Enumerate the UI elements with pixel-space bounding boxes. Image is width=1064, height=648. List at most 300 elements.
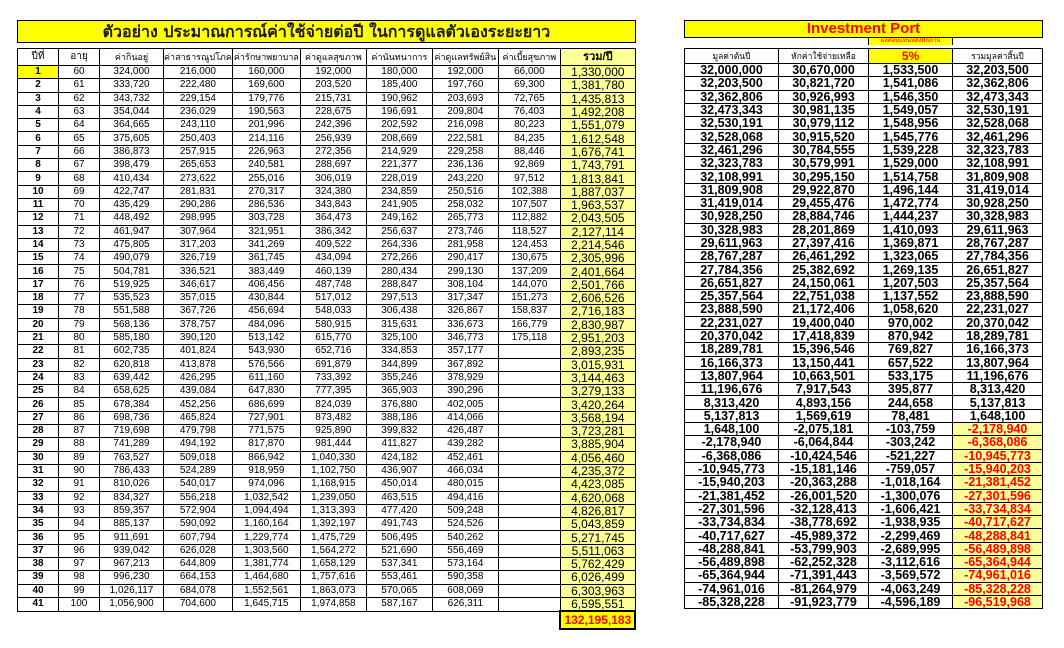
expense-cell: 242,396 bbox=[300, 119, 366, 132]
investment-row bbox=[685, 582, 1043, 595]
expense-cell: 336,673 bbox=[432, 318, 498, 331]
investment-cell: 1,137,552 bbox=[869, 290, 953, 303]
row-total-cell: 4,423,085 bbox=[560, 478, 635, 491]
row-total-cell: 3,420,264 bbox=[560, 398, 635, 411]
expense-cell: 236,136 bbox=[432, 159, 498, 172]
year-cell: 34 bbox=[18, 504, 59, 517]
expense-cell: 281,958 bbox=[432, 238, 498, 251]
expense-row bbox=[18, 531, 636, 544]
expense-cell: 270,317 bbox=[232, 185, 300, 198]
expense-cell: 102,388 bbox=[498, 185, 560, 198]
expense-row bbox=[18, 411, 636, 424]
investment-cell: -6,368,086 bbox=[685, 449, 779, 462]
investment-cell: -48,288,841 bbox=[685, 542, 779, 555]
expense-cell: 94 bbox=[59, 518, 100, 531]
end-value-cell: 1,648,100 bbox=[953, 409, 1043, 422]
expense-cell: 88 bbox=[59, 438, 100, 451]
expense-cell: 733,392 bbox=[300, 371, 366, 384]
expense-cell: 290,286 bbox=[164, 198, 233, 211]
expense-cell: 91 bbox=[59, 478, 100, 491]
investment-cell: -53,799,903 bbox=[779, 542, 869, 555]
investment-cell: 30,784,555 bbox=[779, 143, 869, 156]
expense-cell: 524,289 bbox=[164, 464, 233, 477]
expense-cell: 273,746 bbox=[432, 225, 498, 238]
expense-cell bbox=[498, 544, 560, 557]
investment-cell: 5,137,813 bbox=[685, 409, 779, 422]
row-total-cell: 4,056,460 bbox=[560, 451, 635, 464]
row-total-cell: 2,606,526 bbox=[560, 292, 635, 305]
year-cell: 4 bbox=[18, 105, 59, 118]
investment-cell: 870,942 bbox=[869, 329, 953, 342]
investment-cell: 30,328,983 bbox=[685, 223, 779, 236]
investment-cell: 970,002 bbox=[869, 316, 953, 329]
expense-cell: 258,032 bbox=[432, 198, 498, 211]
expense-cell: 652,716 bbox=[300, 345, 366, 358]
investment-cell: 13,150,441 bbox=[779, 356, 869, 369]
end-value-cell: 8,313,420 bbox=[953, 383, 1043, 396]
expense-cell: 60 bbox=[59, 66, 100, 79]
investment-port-title: Investment Port bbox=[685, 21, 1043, 38]
expense-cell: 1,313,393 bbox=[300, 504, 366, 517]
row-total-cell: 1,435,813 bbox=[560, 92, 635, 105]
expense-row bbox=[18, 159, 636, 172]
row-total-cell: 1,813,841 bbox=[560, 172, 635, 185]
investment-row bbox=[685, 569, 1043, 582]
investment-row bbox=[685, 276, 1043, 289]
expense-row bbox=[18, 358, 636, 371]
expense-cell: 197,760 bbox=[432, 79, 498, 92]
expense-cell: 615,770 bbox=[300, 331, 366, 344]
expense-row bbox=[18, 425, 636, 438]
expense-cell: 918,959 bbox=[232, 464, 300, 477]
year-cell: 36 bbox=[18, 531, 59, 544]
expense-row bbox=[18, 371, 636, 384]
expense-row bbox=[18, 252, 636, 265]
investment-cell: 1,541,086 bbox=[869, 77, 953, 90]
investment-cell: 1,058,620 bbox=[869, 303, 953, 316]
expense-cell: 87 bbox=[59, 425, 100, 438]
investment-row bbox=[685, 117, 1043, 130]
investment-cell: -21,381,452 bbox=[685, 489, 779, 502]
expense-cell: 80 bbox=[59, 331, 100, 344]
year-cell: 7 bbox=[18, 145, 59, 158]
expense-cell: 411,827 bbox=[366, 438, 432, 451]
expense-row bbox=[18, 185, 636, 198]
expense-cell: 452,256 bbox=[164, 398, 233, 411]
expense-cell: 386,342 bbox=[300, 225, 366, 238]
year-cell: 37 bbox=[18, 544, 59, 557]
row-total-cell: 3,885,904 bbox=[560, 438, 635, 451]
investment-cell: 1,269,135 bbox=[869, 263, 953, 276]
expense-cell: 130,675 bbox=[498, 252, 560, 265]
expense-cell: 290,417 bbox=[432, 252, 498, 265]
investment-row bbox=[685, 396, 1043, 409]
expense-cell: 413,878 bbox=[164, 358, 233, 371]
investment-cell: 17,418,839 bbox=[779, 329, 869, 342]
expense-cell: 92,869 bbox=[498, 159, 560, 172]
expense-cell: 556,469 bbox=[432, 544, 498, 557]
expense-cell: 644,809 bbox=[164, 557, 233, 570]
end-value-cell: -15,940,203 bbox=[953, 462, 1043, 475]
expense-cell: 430,844 bbox=[232, 292, 300, 305]
expense-row bbox=[18, 278, 636, 291]
investment-cell: 657,522 bbox=[869, 356, 953, 369]
expense-cell: 484,096 bbox=[232, 318, 300, 331]
expense-cell: 1,464,680 bbox=[232, 571, 300, 584]
expense-cell: 939,042 bbox=[100, 544, 164, 557]
expense-cell: 70 bbox=[59, 198, 100, 211]
header-utilities: ค่าสาธารณูปโภค bbox=[164, 49, 233, 66]
year-cell: 15 bbox=[18, 252, 59, 265]
expense-cell: 190,563 bbox=[232, 105, 300, 118]
expense-cell: 439,084 bbox=[164, 385, 233, 398]
expense-cell: 343,732 bbox=[100, 92, 164, 105]
expense-cell: 354,044 bbox=[100, 105, 164, 118]
expense-cell: 306,019 bbox=[300, 172, 366, 185]
end-value-cell: 11,196,676 bbox=[953, 369, 1043, 382]
expense-row bbox=[18, 105, 636, 118]
investment-cell: 30,821,720 bbox=[779, 77, 869, 90]
end-value-cell: 32,362,806 bbox=[953, 77, 1043, 90]
investment-row bbox=[685, 462, 1043, 475]
year-cell: 39 bbox=[18, 571, 59, 584]
expense-cell bbox=[498, 411, 560, 424]
investment-cell: -74,961,016 bbox=[685, 582, 779, 595]
expense-cell: 590,092 bbox=[164, 518, 233, 531]
expense-cell: 479,798 bbox=[164, 425, 233, 438]
investment-row bbox=[685, 250, 1043, 263]
expense-cell: 74 bbox=[59, 252, 100, 265]
end-value-cell: 26,651,827 bbox=[953, 263, 1043, 276]
investment-row bbox=[685, 64, 1043, 77]
expense-cell: 190,962 bbox=[366, 92, 432, 105]
expense-cell bbox=[498, 464, 560, 477]
expense-cell: 249,162 bbox=[366, 212, 432, 225]
expense-cell: 71 bbox=[59, 212, 100, 225]
expense-cell: 647,830 bbox=[232, 385, 300, 398]
expense-cell: 308,104 bbox=[432, 278, 498, 291]
expense-cell: 460,139 bbox=[300, 265, 366, 278]
row-total-cell: 1,492,208 bbox=[560, 105, 635, 118]
expense-cell: 75 bbox=[59, 265, 100, 278]
expense-cell: 326,867 bbox=[432, 305, 498, 318]
expense-cell: 477,420 bbox=[366, 504, 432, 517]
end-value-cell: -6,368,086 bbox=[953, 436, 1043, 449]
expense-cell: 298,995 bbox=[164, 212, 233, 225]
expense-cell: 463,515 bbox=[366, 491, 432, 504]
end-value-cell: 32,108,991 bbox=[953, 157, 1043, 170]
expense-cell: 216,000 bbox=[164, 66, 233, 79]
expense-cell: 834,327 bbox=[100, 491, 164, 504]
investment-cell: 20,370,042 bbox=[685, 329, 779, 342]
expense-cell: 66 bbox=[59, 145, 100, 158]
investment-cell: 29,611,963 bbox=[685, 236, 779, 249]
expense-cell: 513,142 bbox=[232, 331, 300, 344]
end-value-cell: 22,231,027 bbox=[953, 303, 1043, 316]
investment-cell: 28,201,869 bbox=[779, 223, 869, 236]
investment-cell: -6,064,844 bbox=[779, 436, 869, 449]
expense-cell: 540,262 bbox=[432, 531, 498, 544]
expense-cell bbox=[498, 491, 560, 504]
investment-cell: -4,596,189 bbox=[869, 595, 953, 608]
expense-cell: 741,289 bbox=[100, 438, 164, 451]
expense-cell: 81 bbox=[59, 345, 100, 358]
investment-row bbox=[685, 423, 1043, 436]
investment-cell: -71,391,443 bbox=[779, 569, 869, 582]
expense-cell: 580,915 bbox=[300, 318, 366, 331]
row-total-cell: 1,887,037 bbox=[560, 185, 635, 198]
expense-cell bbox=[498, 345, 560, 358]
expense-cell: 346,773 bbox=[432, 331, 498, 344]
expense-cell: 137,209 bbox=[498, 265, 560, 278]
expense-cell bbox=[498, 571, 560, 584]
end-value-cell: -10,945,773 bbox=[953, 449, 1043, 462]
investment-cell: -1,606,421 bbox=[869, 502, 953, 515]
expense-row bbox=[18, 198, 636, 211]
expense-cell: 69,300 bbox=[498, 79, 560, 92]
investment-cell: 31,809,908 bbox=[685, 183, 779, 196]
row-total-cell: 2,214,546 bbox=[560, 238, 635, 251]
investment-cell: -1,300,076 bbox=[869, 489, 953, 502]
end-value-cell: -96,519,968 bbox=[953, 595, 1043, 608]
expense-row bbox=[18, 438, 636, 451]
expense-cell: 1,229,774 bbox=[232, 531, 300, 544]
row-total-cell: 1,743,791 bbox=[560, 159, 635, 172]
expense-cell: 786,433 bbox=[100, 464, 164, 477]
investment-row bbox=[685, 383, 1043, 396]
expense-cell: 475,805 bbox=[100, 238, 164, 251]
expense-cell: 324,000 bbox=[100, 66, 164, 79]
expense-cell: 333,720 bbox=[100, 79, 164, 92]
expense-cell: 228,675 bbox=[300, 105, 366, 118]
investment-row bbox=[685, 316, 1043, 329]
investment-cell: 26,651,827 bbox=[685, 276, 779, 289]
expense-cell: 272,266 bbox=[366, 252, 432, 265]
expense-cell: 78 bbox=[59, 305, 100, 318]
expense-cell: 771,575 bbox=[232, 425, 300, 438]
investment-row bbox=[685, 236, 1043, 249]
row-total-cell: 6,303,963 bbox=[560, 584, 635, 597]
investment-cell: 30,926,993 bbox=[779, 90, 869, 103]
expense-row bbox=[18, 451, 636, 464]
expense-cell: 1,032,542 bbox=[232, 491, 300, 504]
return-note: ผลตอบแทนหลังหักภาษี bbox=[869, 38, 953, 46]
end-value-cell: 32,473,343 bbox=[953, 90, 1043, 103]
expense-cell: 160,000 bbox=[232, 66, 300, 79]
expense-cell: 96 bbox=[59, 544, 100, 557]
expense-row bbox=[18, 66, 636, 79]
expense-cell: 112,882 bbox=[498, 212, 560, 225]
expense-cell: 1,475,729 bbox=[300, 531, 366, 544]
expense-cell: 367,726 bbox=[164, 305, 233, 318]
expense-cell: 203,520 bbox=[300, 79, 366, 92]
expense-cell: 196,691 bbox=[366, 105, 432, 118]
investment-header-row bbox=[685, 49, 1043, 64]
expense-cell: 414,066 bbox=[432, 411, 498, 424]
investment-cell: -303,242 bbox=[869, 436, 953, 449]
expense-row bbox=[18, 132, 636, 145]
expense-cell: 626,311 bbox=[432, 597, 498, 611]
expense-cell: 524,526 bbox=[432, 518, 498, 531]
header-living: ค่ากินอยู่ bbox=[100, 49, 164, 66]
expense-row bbox=[18, 318, 636, 331]
expense-cell: 410,434 bbox=[100, 172, 164, 185]
investment-row bbox=[685, 170, 1043, 183]
expense-cell: 974,096 bbox=[232, 478, 300, 491]
header-year: ปีที่ bbox=[18, 49, 59, 66]
investment-cell: 32,362,806 bbox=[685, 90, 779, 103]
investment-cell: 22,751,038 bbox=[779, 290, 869, 303]
expense-cell: 1,040,330 bbox=[300, 451, 366, 464]
row-total-cell: 1,963,537 bbox=[560, 198, 635, 211]
year-cell: 3 bbox=[18, 92, 59, 105]
expense-cell: 201,996 bbox=[232, 119, 300, 132]
investment-cell: -10,945,773 bbox=[685, 462, 779, 475]
end-value-cell: 13,807,964 bbox=[953, 356, 1043, 369]
expense-cell: 996,230 bbox=[100, 571, 164, 584]
year-cell: 19 bbox=[18, 305, 59, 318]
year-cell: 30 bbox=[18, 451, 59, 464]
expense-cell: 62 bbox=[59, 92, 100, 105]
row-total-cell: 4,620,068 bbox=[560, 491, 635, 504]
expense-cell: 585,180 bbox=[100, 331, 164, 344]
investment-row bbox=[685, 196, 1043, 209]
investment-cell: 32,461,296 bbox=[685, 143, 779, 156]
expense-cell: 229,154 bbox=[164, 92, 233, 105]
expense-cell: 264,336 bbox=[366, 238, 432, 251]
expense-cell: 1,239,050 bbox=[300, 491, 366, 504]
investment-cell: -2,178,940 bbox=[685, 436, 779, 449]
row-total-cell: 2,305,996 bbox=[560, 252, 635, 265]
expense-cell: 265,773 bbox=[432, 212, 498, 225]
expense-cell: 250,403 bbox=[164, 132, 233, 145]
expense-cell bbox=[498, 385, 560, 398]
year-cell: 21 bbox=[18, 331, 59, 344]
expense-row bbox=[18, 292, 636, 305]
row-total-cell: 2,893,235 bbox=[560, 345, 635, 358]
investment-cell: 15,396,546 bbox=[779, 343, 869, 356]
expense-row bbox=[18, 398, 636, 411]
row-total-cell: 6,595,551 bbox=[560, 597, 635, 611]
end-value-cell: 31,809,908 bbox=[953, 170, 1043, 183]
year-cell: 18 bbox=[18, 292, 59, 305]
expense-cell: 107,507 bbox=[498, 198, 560, 211]
investment-cell: 1,539,228 bbox=[869, 143, 953, 156]
expense-cell: 214,929 bbox=[366, 145, 432, 158]
year-cell: 28 bbox=[18, 425, 59, 438]
expense-cell: 543,930 bbox=[232, 345, 300, 358]
expense-cell: 704,600 bbox=[164, 597, 233, 611]
investment-cell: 11,196,676 bbox=[685, 383, 779, 396]
expense-cell: 76,403 bbox=[498, 105, 560, 118]
year-cell: 32 bbox=[18, 478, 59, 491]
investment-row bbox=[685, 356, 1043, 369]
year-cell: 38 bbox=[18, 557, 59, 570]
row-total-cell: 5,511,063 bbox=[560, 544, 635, 557]
investment-cell: 32,203,500 bbox=[685, 77, 779, 90]
expense-cell: 69 bbox=[59, 185, 100, 198]
expense-cell: 169,600 bbox=[232, 79, 300, 92]
expense-cell: 272,356 bbox=[300, 145, 366, 158]
investment-cell: 19,400,040 bbox=[779, 316, 869, 329]
expense-cell: 280,434 bbox=[366, 265, 432, 278]
expense-cell: 519,925 bbox=[100, 278, 164, 291]
investment-cell: 1,472,774 bbox=[869, 196, 953, 209]
expense-cell: 273,622 bbox=[164, 172, 233, 185]
return-rate: 5% bbox=[869, 49, 953, 64]
year-cell: 5 bbox=[18, 119, 59, 132]
investment-cell: 27,397,416 bbox=[779, 236, 869, 249]
expense-cell: 98 bbox=[59, 571, 100, 584]
expense-cell: 576,566 bbox=[232, 358, 300, 371]
expense-cell: 203,693 bbox=[432, 92, 498, 105]
year-cell: 17 bbox=[18, 278, 59, 291]
expense-row bbox=[18, 172, 636, 185]
header-insurance: ค่าเบี้ยสุขภาพ bbox=[498, 49, 560, 66]
expense-cell: 390,120 bbox=[164, 331, 233, 344]
investment-cell: 32,530,191 bbox=[685, 117, 779, 130]
expense-cell: 422,747 bbox=[100, 185, 164, 198]
investment-cell: 18,289,781 bbox=[685, 343, 779, 356]
investment-cell: 30,670,000 bbox=[779, 64, 869, 77]
expense-cell: 192,000 bbox=[432, 66, 498, 79]
header-start-value: มูลค่าต้นปี bbox=[685, 49, 779, 64]
expense-cell: 911,691 bbox=[100, 531, 164, 544]
expense-cell: 303,728 bbox=[232, 212, 300, 225]
investment-cell: 1,529,000 bbox=[869, 157, 953, 170]
expense-cell: 452,461 bbox=[432, 451, 498, 464]
year-cell: 35 bbox=[18, 518, 59, 531]
expense-cell: 824,039 bbox=[300, 398, 366, 411]
expense-cell: 236,029 bbox=[164, 105, 233, 118]
expense-cell: 1,381,774 bbox=[232, 557, 300, 570]
expense-cell bbox=[498, 451, 560, 464]
expense-cell: 216,098 bbox=[432, 119, 498, 132]
expense-cell: 180,000 bbox=[366, 66, 432, 79]
row-total-cell: 2,951,203 bbox=[560, 331, 635, 344]
expense-cell bbox=[498, 557, 560, 570]
expense-cell: 602,735 bbox=[100, 345, 164, 358]
expense-cell: 540,017 bbox=[164, 478, 233, 491]
investment-row bbox=[685, 90, 1043, 103]
investment-cell: -15,181,146 bbox=[779, 462, 869, 475]
expense-row bbox=[18, 584, 636, 597]
investment-row bbox=[685, 103, 1043, 116]
investment-cell: 32,108,991 bbox=[685, 170, 779, 183]
header-medical: ค่ารักษาพยาบาล bbox=[232, 49, 300, 66]
expense-cell: 86 bbox=[59, 411, 100, 424]
expense-cell: 436,907 bbox=[366, 464, 432, 477]
expense-cell: 73 bbox=[59, 238, 100, 251]
expense-cell: 551,588 bbox=[100, 305, 164, 318]
end-value-cell: -48,288,841 bbox=[953, 529, 1043, 542]
expense-cell: 208,669 bbox=[366, 132, 432, 145]
expense-cell: 1,552,561 bbox=[232, 584, 300, 597]
investment-cell: 1,410,093 bbox=[869, 223, 953, 236]
investment-row bbox=[685, 77, 1043, 90]
investment-cell: -2,689,995 bbox=[869, 542, 953, 555]
investment-row bbox=[685, 489, 1043, 502]
expense-cell: 678,384 bbox=[100, 398, 164, 411]
expense-cell: 873,482 bbox=[300, 411, 366, 424]
investment-cell: 769,827 bbox=[869, 343, 953, 356]
investment-row bbox=[685, 529, 1043, 542]
row-total-cell: 4,235,372 bbox=[560, 464, 635, 477]
expense-cell: 698,736 bbox=[100, 411, 164, 424]
year-cell: 16 bbox=[18, 265, 59, 278]
expense-cell: 158,837 bbox=[498, 305, 560, 318]
end-value-cell: 18,289,781 bbox=[953, 329, 1043, 342]
